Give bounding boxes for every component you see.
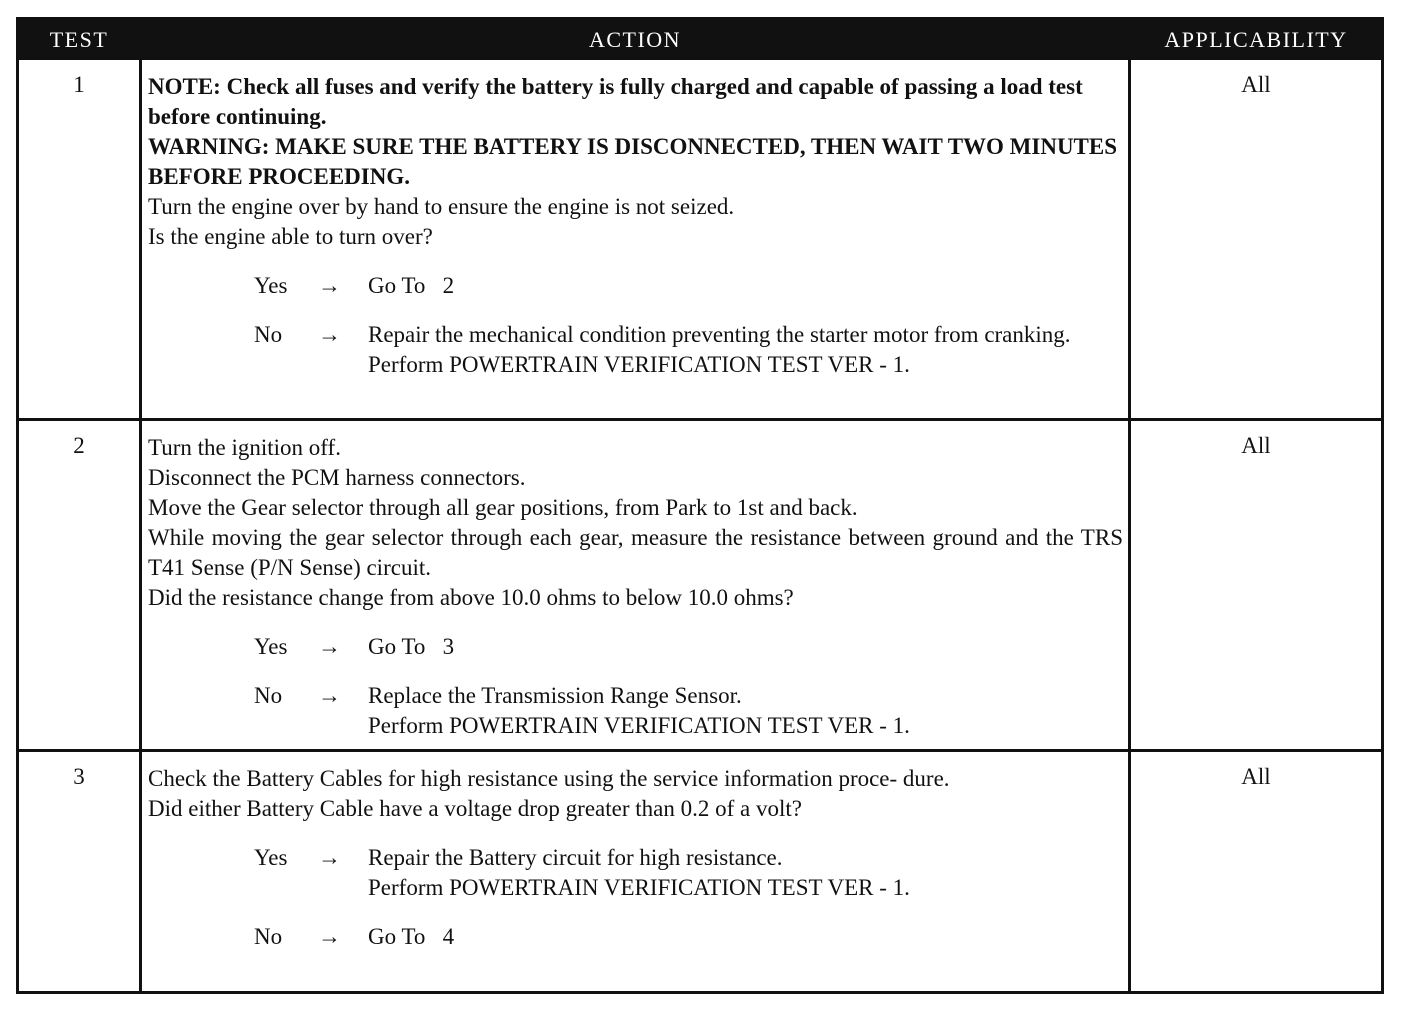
yes-text: Go To 2 — [368, 273, 455, 298]
question-line: Did either Battery Cable have a voltage drop greater than 0.2 of a volt? — [148, 796, 802, 821]
yes-label: Yes — [254, 273, 288, 298]
arrow-icon: → — [318, 322, 341, 347]
arrow-icon: → — [318, 634, 341, 659]
instruction-line: Disconnect the PCM harness connectors. — [148, 465, 526, 490]
arrow-icon: → — [318, 273, 341, 298]
yes-response — [148, 843, 1123, 903]
test-number: 2 — [73, 433, 85, 458]
no-label: No — [254, 683, 283, 708]
header-action: ACTION — [588, 27, 682, 52]
header-test: TEST — [49, 27, 109, 52]
no-label: No — [254, 924, 283, 949]
no-text-perform: Perform POWERTRAIN VERIFICATION TEST VER - 1. — [368, 713, 910, 738]
question-line: Is the engine able to turn over? — [148, 224, 433, 249]
yes-response — [148, 632, 1123, 662]
test-number: 3 — [73, 764, 85, 789]
applicability-cell: All — [1241, 72, 1271, 97]
no-text-perform: Perform POWERTRAIN VERIFICATION TEST VER - 1. — [368, 352, 910, 377]
yes-label: Yes — [254, 845, 288, 870]
table-row-test-2 — [19, 421, 1381, 749]
no-text: Repair the mechanical condition preventing the starter motor from cranking. — [368, 322, 1071, 347]
no-text: Replace the Transmission Range Sensor. — [368, 683, 742, 708]
arrow-icon: → — [318, 845, 341, 870]
instruction-line: Turn the ignition off. — [148, 435, 341, 460]
header-applicability: APPLICABILITY — [1164, 27, 1348, 52]
yes-label: Yes — [254, 634, 288, 659]
arrow-icon: → — [318, 683, 341, 708]
applicability-cell: All — [1241, 764, 1271, 789]
diagnostic-table — [16, 17, 1384, 994]
action-cell — [148, 764, 1123, 952]
table-header — [19, 20, 1381, 60]
instruction-line: Check the Battery Cables for high resistance using the service information proce- dure. — [148, 766, 950, 791]
no-response — [148, 922, 1123, 952]
no-response — [148, 320, 1123, 380]
instruction-line: While moving the gear selector through each gear, measure the resistance between ground and the TRS T41 Sense (P/N Sense) circuit. — [148, 525, 1123, 580]
yes-text-perform: Perform POWERTRAIN VERIFICATION TEST VER - 1. — [368, 875, 910, 900]
table-row-test-1 — [19, 60, 1381, 418]
instruction-line: Turn the engine over by hand to ensure the engine is not seized. — [148, 194, 735, 219]
table-row-test-3 — [19, 752, 1381, 991]
applicability-cell: All — [1241, 433, 1271, 458]
yes-text: Repair the Battery circuit for high resistance. — [368, 845, 783, 870]
no-response — [148, 681, 1123, 741]
warning-text: WARNING: MAKE SURE THE BATTERY IS DISCONNECTED, THEN WAIT TWO MINUTES BEFORE PROCEEDING. — [148, 134, 1118, 189]
no-text: Go To 4 — [368, 924, 455, 949]
action-cell — [148, 433, 1123, 741]
arrow-icon: → — [318, 924, 341, 949]
test-number: 1 — [73, 72, 85, 97]
instruction-line: Move the Gear selector through all gear positions, from Park to 1st and back. — [148, 495, 858, 520]
note-text: NOTE: Check all fuses and verify the battery is fully charged and capable of passing a load test before continuing. — [148, 74, 1083, 129]
no-label: No — [254, 322, 283, 347]
yes-response — [148, 271, 1123, 301]
yes-text: Go To 3 — [368, 634, 455, 659]
action-cell — [148, 72, 1123, 380]
question-line: Did the resistance change from above 10.0 ohms to below 10.0 ohms? — [148, 585, 794, 610]
